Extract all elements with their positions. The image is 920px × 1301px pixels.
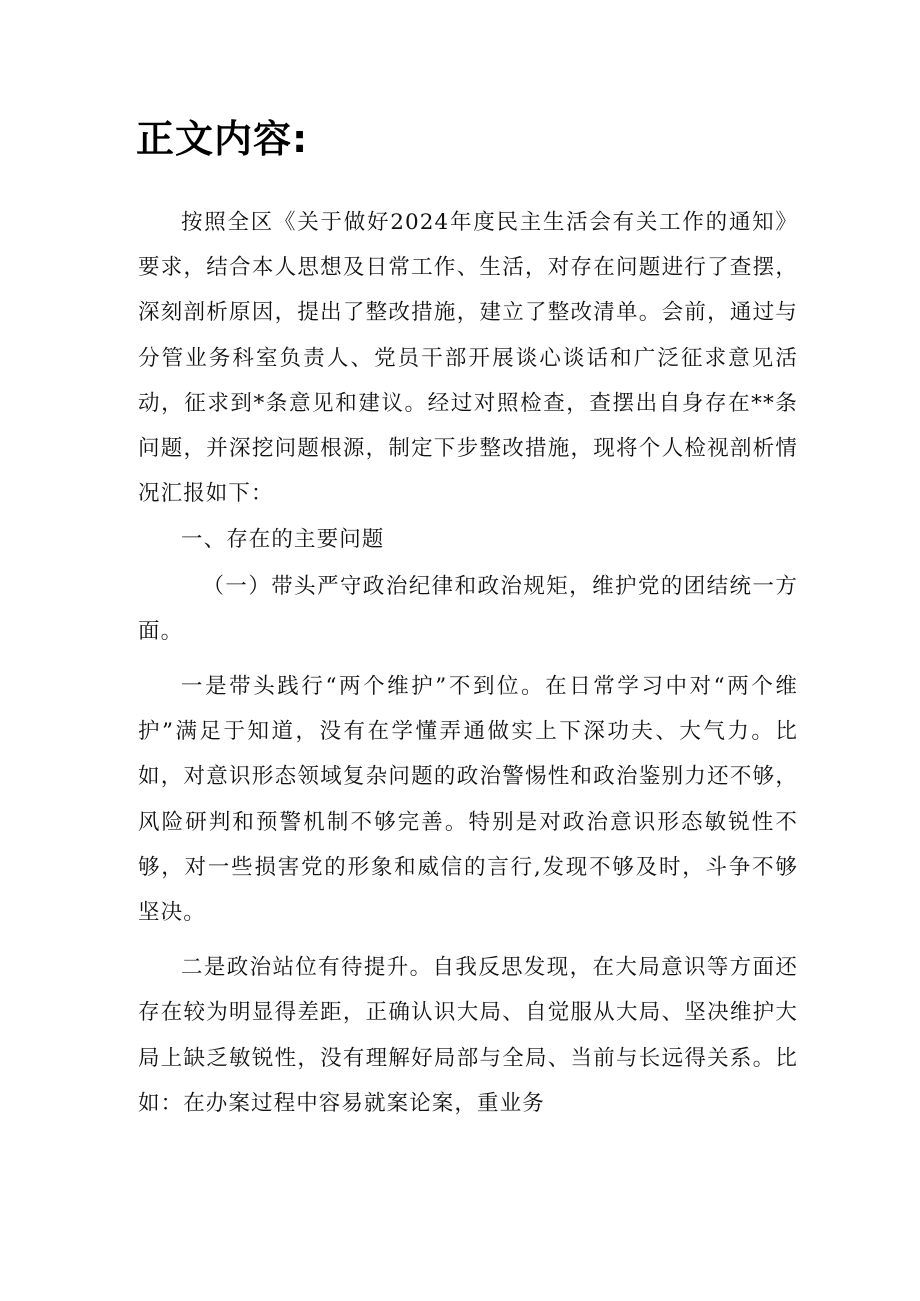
intro-paragraph: 按照全区《关于做好2024年度民主生活会有关工作的通知》要求，结合本人思想及日常工作、生活，对存在问题进行了查摆，深刻剖析原因，提出了整改措施，建立了整改清单。会前，通过与分管业务科室负责人、党员干部开展谈心谈话和广泛征求意见活动，征求到*条意见和建议。经过对照检查，查摆出自身存在**条问题，并深挖问题根源，制定下步整改措施，现将个人检视剖析情况汇报如下： [138,210,798,507]
section-heading: 一、存在的主要问题 [181,527,385,553]
issue-paragraph-2: 二是政治站位有待提升。自我反思发现，在大局意识等方面还存在较为明显得差距，正确认识大局、自觉服从大局、坚决维护大局上缺乏敏锐性，没有理解好局部与全局、当前与长远得关系。比如：在办案过程中容易就案论案，重业务 [138,955,798,1116]
document-body [138,200,798,1126]
subsection-heading: （一）带头严守政治纪律和政治规矩，维护党的团结统一方面。 [138,573,798,644]
issue-paragraph-1: 一是带头践行“两个维护”不到位。在日常学习中对“两个维护”满足于知道，没有在学懂弄通做实上下深功夫、大气力。比如，对意识形态领域复杂问题的政治警惕性和政治鉴别力还不够，风险研判和预警机制不够完善。特别是对政治意识形态敏锐性不够，对一些损害党的形象和威信的言行,发现不够及时，斗争不够坚决。 [138,674,798,926]
document-heading: 正文内容: [136,117,309,161]
